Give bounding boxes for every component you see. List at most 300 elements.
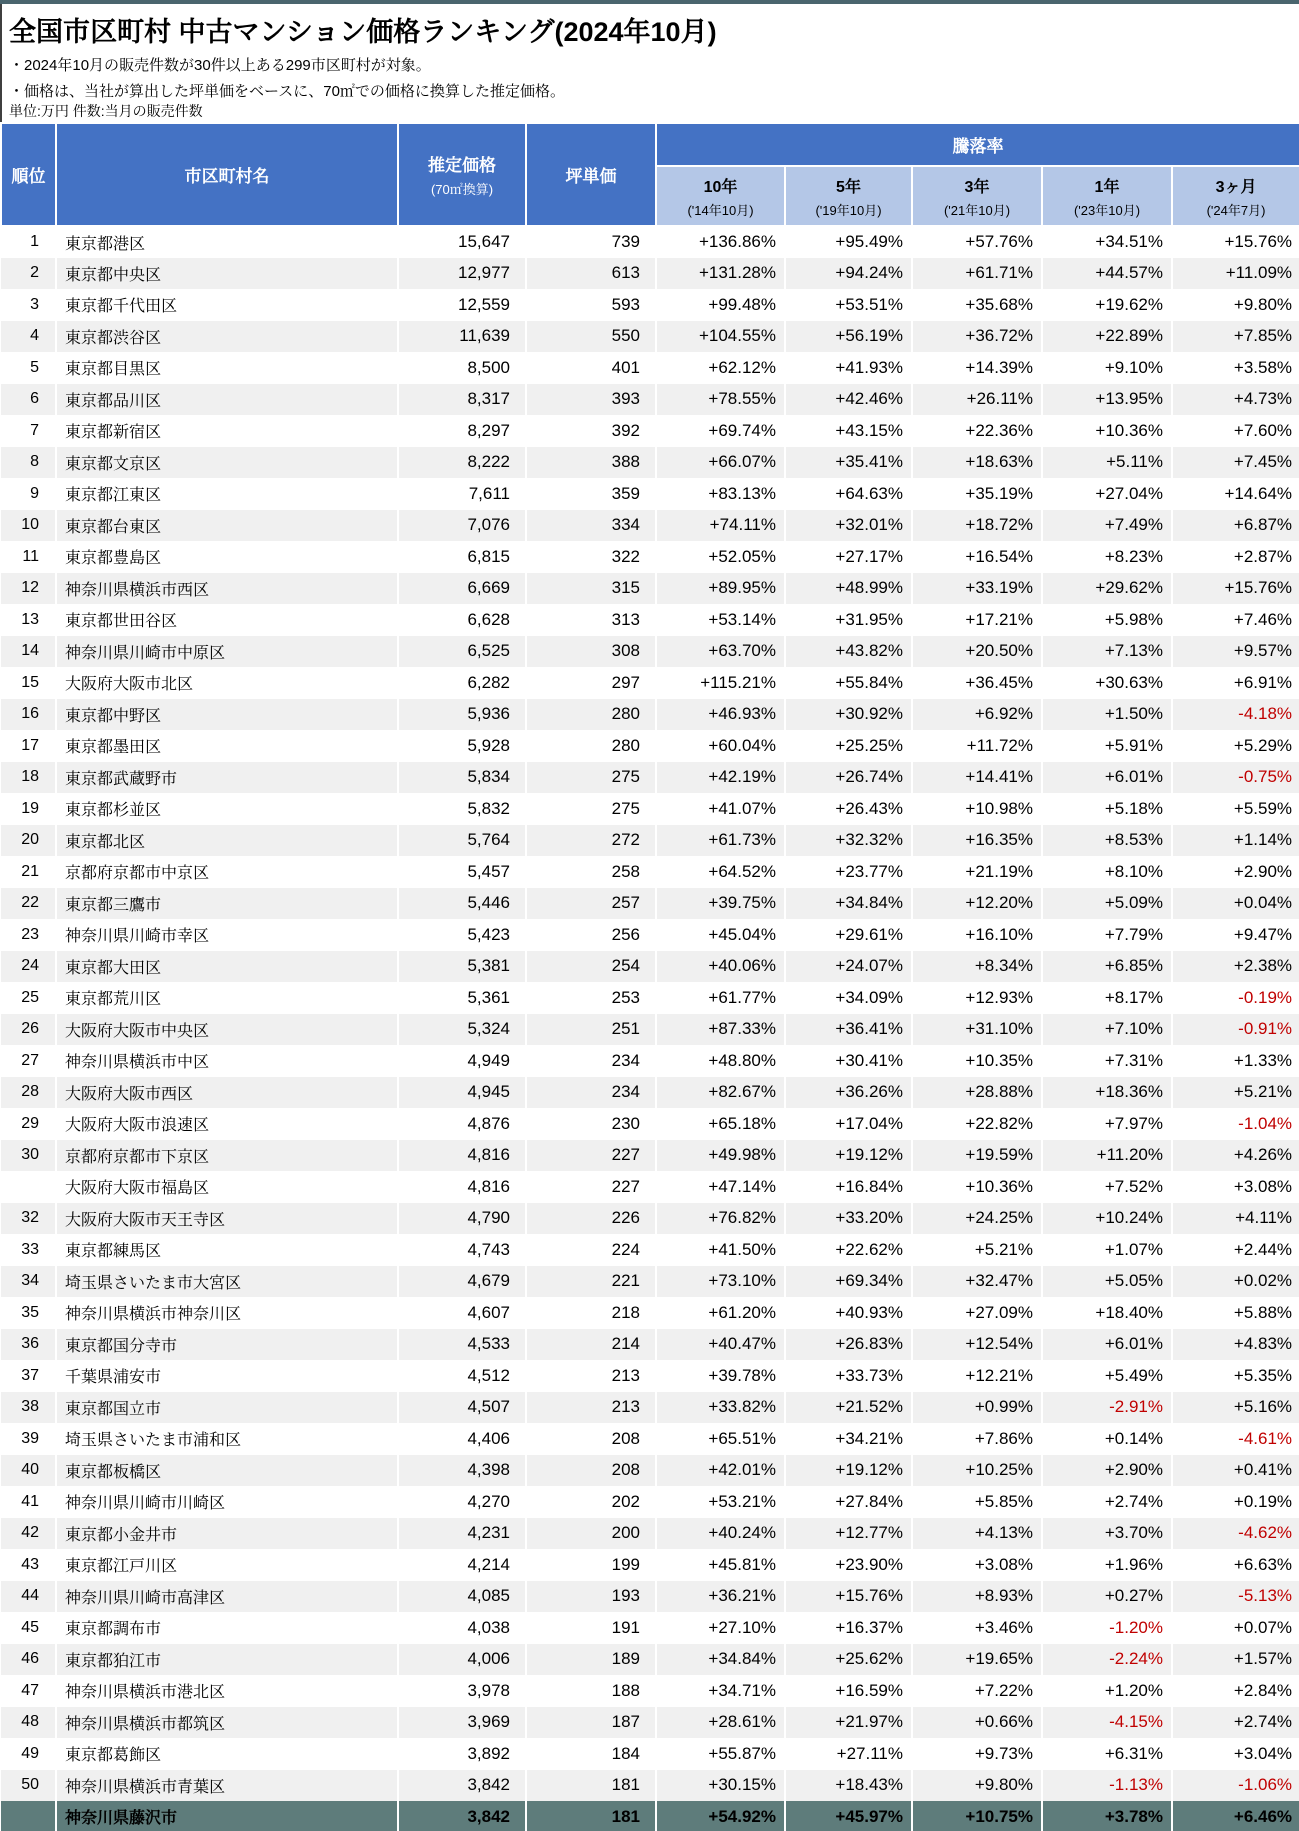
change-1y-cell[interactable]: +9.10%	[1042, 352, 1172, 384]
rank-cell[interactable]: 48	[1, 1707, 56, 1739]
change-3m-cell[interactable]: +0.19%	[1233, 1491, 1293, 1511]
change-10y-cell[interactable]: +89.95%	[656, 573, 785, 605]
change-5y-cell[interactable]: +32.32%	[785, 825, 912, 857]
change-3y-cell[interactable]: +27.09%	[912, 1297, 1042, 1329]
tsubo-price-cell[interactable]: 256	[526, 919, 656, 951]
rank-cell[interactable]: 32	[1, 1203, 56, 1235]
change-5y-cell[interactable]: +16.59%	[785, 1675, 912, 1707]
table-row[interactable]	[1, 1108, 1299, 1140]
change-1y-cell[interactable]: +8.17%	[1042, 982, 1172, 1014]
change-5y-cell[interactable]: +69.34%	[785, 1266, 912, 1298]
table-row[interactable]	[1, 825, 1299, 857]
estimated-price-cell[interactable]: 8,222	[398, 447, 526, 479]
change-3y-cell[interactable]: +7.22%	[912, 1675, 1042, 1707]
change-5y-cell[interactable]: +95.49%	[785, 226, 912, 258]
municipality-cell[interactable]: 東京都江戸川区	[56, 1549, 398, 1581]
change-3y-cell[interactable]: +5.85%	[912, 1486, 1042, 1518]
change-3m-cell[interactable]: +5.59%	[1233, 798, 1293, 818]
change-3m-cell[interactable]: +1.33%	[1233, 1050, 1293, 1070]
table-row[interactable]	[1, 384, 1299, 416]
change-5y-cell[interactable]: +16.37%	[785, 1612, 912, 1644]
change-10y-cell[interactable]: +46.93%	[656, 699, 785, 731]
change-3y-cell[interactable]: +10.36%	[912, 1171, 1042, 1203]
change-5y-cell[interactable]: +23.90%	[785, 1549, 912, 1581]
estimated-price-cell[interactable]: 4,876	[398, 1108, 526, 1140]
estimated-price-cell[interactable]: 12,977	[398, 258, 526, 290]
change-10y-cell[interactable]: +49.98%	[656, 1140, 785, 1172]
table-row[interactable]	[1, 793, 1299, 825]
change-3y-cell[interactable]: +36.45%	[912, 667, 1042, 699]
estimated-price-cell[interactable]: 3,978	[398, 1675, 526, 1707]
estimated-price-cell[interactable]: 5,361	[398, 982, 526, 1014]
change-5y-cell[interactable]: +29.61%	[785, 919, 912, 951]
tsubo-price-cell[interactable]: 208	[526, 1423, 656, 1455]
change-10y-cell[interactable]: +40.24%	[656, 1518, 785, 1550]
estimated-price-cell[interactable]: 4,533	[398, 1329, 526, 1361]
estimated-price-cell[interactable]: 6,815	[398, 541, 526, 573]
change-10y-cell[interactable]: +40.47%	[656, 1329, 785, 1361]
change-5y-cell[interactable]: +21.97%	[785, 1707, 912, 1739]
table-row[interactable]	[1, 1140, 1299, 1172]
tsubo-price-cell[interactable]: 593	[526, 289, 656, 321]
estimated-price-cell[interactable]: 6,628	[398, 604, 526, 636]
tsubo-price-cell[interactable]: 251	[526, 1014, 656, 1046]
change-5y-cell[interactable]: +35.41%	[785, 447, 912, 479]
rank-cell[interactable]: 14	[1, 636, 56, 668]
change-10y-cell[interactable]: +45.81%	[656, 1549, 785, 1581]
change-1y-cell[interactable]: +7.13%	[1042, 636, 1172, 668]
estimated-price-cell[interactable]: 4,038	[398, 1612, 526, 1644]
tsubo-price-cell[interactable]: 257	[526, 888, 656, 920]
change-10y-cell[interactable]: +34.84%	[656, 1644, 785, 1676]
change-5y-cell[interactable]: +34.84%	[785, 888, 912, 920]
change-1y-cell[interactable]: +7.79%	[1042, 919, 1172, 951]
table-row[interactable]	[1, 1077, 1299, 1109]
change-3y-cell[interactable]: +14.39%	[912, 352, 1042, 384]
change-10y-cell[interactable]: +61.77%	[656, 982, 785, 1014]
change-3m-cell[interactable]: +7.45%	[1172, 447, 1299, 479]
change-3y-cell[interactable]: +33.19%	[912, 573, 1042, 605]
tsubo-price-cell[interactable]: 181	[526, 1801, 656, 1831]
change-3m-cell[interactable]: +7.60%	[1233, 420, 1293, 440]
estimated-price-cell[interactable]: 5,834	[398, 762, 526, 794]
municipality-cell[interactable]: 神奈川県川崎市川崎区	[56, 1486, 398, 1518]
change-3m-cell[interactable]: +5.16%	[1172, 1392, 1299, 1424]
change-3y-cell[interactable]: +24.25%	[912, 1203, 1042, 1235]
tsubo-price-cell[interactable]: 322	[526, 541, 656, 573]
rank-cell[interactable]: 38	[1, 1392, 56, 1424]
change-1y-cell[interactable]: +7.31%	[1042, 1045, 1172, 1077]
change-10y-cell[interactable]: +99.48%	[656, 289, 785, 321]
change-1y-cell[interactable]: +1.96%	[1042, 1549, 1172, 1581]
change-5y-cell[interactable]: +36.26%	[785, 1077, 912, 1109]
estimated-price-cell[interactable]: 7,611	[398, 478, 526, 510]
estimated-price-cell[interactable]: 11,639	[398, 321, 526, 353]
tsubo-price-cell[interactable]: 359	[526, 478, 656, 510]
change-1y-cell[interactable]: +8.23%	[1042, 541, 1172, 573]
table-row[interactable]	[1, 1297, 1299, 1329]
change-10y-cell[interactable]: +73.10%	[656, 1266, 785, 1298]
tsubo-price-cell[interactable]: 401	[526, 352, 656, 384]
change-3m-cell[interactable]: +2.84%	[1233, 1680, 1293, 1700]
rank-cell[interactable]: 6	[1, 384, 56, 416]
municipality-cell[interactable]: 神奈川県横浜市都筑区	[56, 1707, 398, 1739]
change-10y-cell[interactable]: +39.75%	[656, 888, 785, 920]
change-3y-cell[interactable]: +14.41%	[912, 762, 1042, 794]
municipality-cell[interactable]: 神奈川県横浜市港北区	[56, 1675, 398, 1707]
rank-cell[interactable]: 43	[1, 1549, 56, 1581]
change-5y-cell[interactable]: +19.12%	[785, 1455, 912, 1487]
table-row[interactable]	[1, 888, 1299, 920]
change-1y-cell[interactable]: +2.90%	[1042, 1455, 1172, 1487]
rank-cell[interactable]: 35	[1, 1297, 56, 1329]
change-5y-cell[interactable]: +22.62%	[785, 1234, 912, 1266]
change-1y-cell[interactable]: +10.24%	[1042, 1203, 1172, 1235]
rank-cell[interactable]: 41	[1, 1486, 56, 1518]
rank-cell[interactable]: 42	[1, 1518, 56, 1550]
change-3y-cell[interactable]: +10.35%	[912, 1045, 1042, 1077]
municipality-cell[interactable]: 神奈川県川崎市幸区	[56, 919, 398, 951]
change-3m-cell[interactable]: +2.90%	[1233, 861, 1293, 881]
change-3m-cell[interactable]: -0.75%	[1172, 762, 1299, 794]
rank-cell[interactable]: 34	[1, 1266, 56, 1298]
change-5y-cell[interactable]: +12.77%	[785, 1518, 912, 1550]
change-1y-cell[interactable]: +5.11%	[1042, 447, 1172, 479]
tsubo-price-cell[interactable]: 253	[526, 982, 656, 1014]
rank-cell[interactable]: 29	[1, 1108, 56, 1140]
rank-cell[interactable]: 10	[1, 510, 56, 542]
estimated-price-cell[interactable]: 8,317	[398, 384, 526, 416]
estimated-price-cell[interactable]: 4,231	[398, 1518, 526, 1550]
municipality-cell[interactable]: 東京都小金井市	[56, 1518, 398, 1550]
change-3y-cell[interactable]: +22.82%	[912, 1108, 1042, 1140]
change-3m-cell[interactable]: +2.44%	[1233, 1239, 1293, 1259]
table-row[interactable]	[1, 636, 1299, 668]
rank-cell[interactable]: 2	[1, 258, 56, 290]
change-3m-cell[interactable]: +0.02%	[1172, 1266, 1299, 1298]
estimated-price-cell[interactable]: 5,764	[398, 825, 526, 857]
change-3y-cell[interactable]: +9.73%	[912, 1738, 1042, 1770]
municipality-cell[interactable]: 大阪府大阪市浪速区	[56, 1108, 398, 1140]
estimated-price-cell[interactable]: 3,892	[398, 1738, 526, 1770]
municipality-cell[interactable]: 埼玉県さいたま市浦和区	[56, 1423, 398, 1455]
change-3y-cell[interactable]: +36.72%	[912, 321, 1042, 353]
table-row[interactable]	[1, 982, 1299, 1014]
municipality-cell[interactable]: 神奈川県川崎市高津区	[56, 1581, 398, 1613]
highlighted-table-row[interactable]	[1, 1801, 1299, 1831]
change-1y-cell[interactable]: +6.31%	[1042, 1738, 1172, 1770]
rank-cell[interactable]: 39	[1, 1423, 56, 1455]
rank-cell[interactable]: 21	[1, 856, 56, 888]
municipality-cell[interactable]: 東京都港区	[56, 226, 398, 258]
tsubo-price-cell[interactable]: 334	[526, 510, 656, 542]
tsubo-price-cell[interactable]: 258	[526, 856, 656, 888]
tsubo-price-cell[interactable]: 613	[526, 258, 656, 290]
municipality-cell[interactable]: 大阪府大阪市西区	[56, 1077, 398, 1109]
tsubo-price-cell[interactable]: 200	[526, 1518, 656, 1550]
change-10y-cell[interactable]: +136.86%	[656, 226, 785, 258]
change-3m-cell[interactable]: +9.57%	[1172, 636, 1299, 668]
change-10y-cell[interactable]: +65.51%	[656, 1423, 785, 1455]
tsubo-price-cell[interactable]: 213	[526, 1360, 656, 1392]
change-3m-cell[interactable]: -0.19%	[1238, 987, 1293, 1007]
tsubo-price-cell[interactable]: 221	[526, 1266, 656, 1298]
change-5y-cell[interactable]: +18.43%	[785, 1770, 912, 1802]
change-3m-cell[interactable]: +5.29%	[1233, 735, 1293, 755]
change-10y-cell[interactable]: +76.82%	[656, 1203, 785, 1235]
change-1y-cell[interactable]: +7.52%	[1042, 1171, 1172, 1203]
change-5y-cell[interactable]: +55.84%	[785, 667, 912, 699]
municipality-cell[interactable]: 東京都板橋区	[56, 1455, 398, 1487]
municipality-cell[interactable]: 神奈川県横浜市西区	[56, 573, 398, 605]
change-10y-cell[interactable]: +104.55%	[656, 321, 785, 353]
change-1y-cell[interactable]: +19.62%	[1042, 289, 1172, 321]
change-10y-cell[interactable]: +28.61%	[656, 1707, 785, 1739]
table-row[interactable]	[1, 1266, 1299, 1298]
change-10y-cell[interactable]: +52.05%	[656, 541, 785, 573]
change-1y-cell[interactable]: -2.24%	[1042, 1644, 1172, 1676]
change-3y-cell[interactable]: +10.98%	[912, 793, 1042, 825]
municipality-cell[interactable]: 東京都北区	[56, 825, 398, 857]
change-10y-cell[interactable]: +131.28%	[656, 258, 785, 290]
table-row[interactable]	[1, 1423, 1299, 1455]
change-1y-cell[interactable]: +29.62%	[1042, 573, 1172, 605]
change-1y-cell[interactable]: +5.91%	[1042, 730, 1172, 762]
change-5y-cell[interactable]: +30.92%	[785, 699, 912, 731]
table-row[interactable]	[1, 1171, 1299, 1203]
rank-cell[interactable]: 27	[1, 1045, 56, 1077]
rank-cell[interactable]: 13	[1, 604, 56, 636]
municipality-cell[interactable]: 東京都文京区	[56, 447, 398, 479]
change-5y-cell[interactable]: +94.24%	[785, 258, 912, 290]
tsubo-price-cell[interactable]: 208	[526, 1455, 656, 1487]
estimated-price-cell[interactable]: 4,743	[398, 1234, 526, 1266]
change-10y-cell[interactable]: +41.50%	[656, 1234, 785, 1266]
estimated-price-cell[interactable]: 4,507	[398, 1392, 526, 1424]
tsubo-price-cell[interactable]: 234	[526, 1045, 656, 1077]
rank-cell[interactable]: 5	[1, 352, 56, 384]
municipality-cell[interactable]: 東京都荒川区	[56, 982, 398, 1014]
change-3m-cell[interactable]: -0.91%	[1172, 1014, 1299, 1046]
change-10y-cell[interactable]: +30.15%	[656, 1770, 785, 1802]
change-10y-cell[interactable]: +53.21%	[656, 1486, 785, 1518]
tsubo-price-cell[interactable]: 392	[526, 415, 656, 447]
change-3m-cell[interactable]: -1.06%	[1172, 1770, 1299, 1802]
municipality-cell[interactable]: 東京都国分寺市	[56, 1329, 398, 1361]
estimated-price-cell[interactable]: 5,324	[398, 1014, 526, 1046]
tsubo-price-cell[interactable]: 275	[526, 793, 656, 825]
change-1y-cell[interactable]: +18.36%	[1042, 1077, 1172, 1109]
table-row[interactable]	[1, 226, 1299, 258]
estimated-price-cell[interactable]: 8,297	[398, 415, 526, 447]
rank-cell[interactable]: 37	[1, 1360, 56, 1392]
municipality-cell[interactable]: 神奈川県川崎市中原区	[56, 636, 398, 668]
tsubo-price-cell[interactable]: 393	[526, 384, 656, 416]
table-row[interactable]	[1, 1707, 1299, 1739]
change-3y-cell[interactable]: +32.47%	[912, 1266, 1042, 1298]
change-10y-cell[interactable]: +36.21%	[656, 1581, 785, 1613]
change-3y-cell[interactable]: +21.19%	[912, 856, 1042, 888]
change-3y-cell[interactable]: +4.13%	[912, 1518, 1042, 1550]
municipality-cell[interactable]: 東京都江東区	[56, 478, 398, 510]
change-1y-cell[interactable]: +1.50%	[1042, 699, 1172, 731]
rank-cell[interactable]: 36	[1, 1329, 56, 1361]
change-5y-cell[interactable]: +33.73%	[785, 1360, 912, 1392]
table-row[interactable]	[1, 510, 1299, 542]
change-10y-cell[interactable]: +42.01%	[656, 1455, 785, 1487]
change-3m-cell[interactable]: +0.07%	[1233, 1617, 1293, 1637]
rank-cell[interactable]: 33	[1, 1234, 56, 1266]
change-10y-cell[interactable]: +45.04%	[656, 919, 785, 951]
rank-cell[interactable]: 15	[1, 667, 56, 699]
change-3m-cell[interactable]: +4.73%	[1172, 384, 1299, 416]
table-row[interactable]	[1, 1360, 1299, 1392]
change-3y-cell[interactable]: +19.59%	[912, 1140, 1042, 1172]
change-3m-cell[interactable]: +4.11%	[1172, 1203, 1299, 1235]
change-10y-cell[interactable]: +115.21%	[656, 667, 785, 699]
rank-cell[interactable]: 22	[1, 888, 56, 920]
estimated-price-cell[interactable]: 7,076	[398, 510, 526, 542]
change-10y-cell[interactable]: +65.18%	[656, 1108, 785, 1140]
tsubo-price-cell[interactable]: 275	[526, 762, 656, 794]
tsubo-price-cell[interactable]: 184	[526, 1738, 656, 1770]
change-3y-cell[interactable]: +26.11%	[912, 384, 1042, 416]
table-row[interactable]	[1, 1770, 1299, 1802]
rank-cell[interactable]: 28	[1, 1077, 56, 1109]
municipality-cell[interactable]: 東京都大田区	[56, 951, 398, 983]
change-5y-cell[interactable]: +26.83%	[785, 1329, 912, 1361]
change-1y-cell[interactable]: +5.18%	[1042, 793, 1172, 825]
municipality-cell[interactable]: 東京都千代田区	[56, 289, 398, 321]
tsubo-price-cell[interactable]: 202	[526, 1486, 656, 1518]
change-5y-cell[interactable]: +26.43%	[785, 793, 912, 825]
tsubo-price-cell[interactable]: 313	[526, 604, 656, 636]
estimated-price-cell[interactable]: 15,647	[398, 226, 526, 258]
change-1y-cell[interactable]: +6.85%	[1042, 951, 1172, 983]
change-1y-cell[interactable]: -4.15%	[1042, 1707, 1172, 1739]
change-3m-cell[interactable]: +3.04%	[1233, 1743, 1293, 1763]
change-1y-cell[interactable]: -1.13%	[1042, 1770, 1172, 1802]
change-3m-cell[interactable]: -4.61%	[1238, 1428, 1293, 1448]
change-5y-cell[interactable]: +16.84%	[785, 1171, 912, 1203]
change-1y-cell[interactable]: +7.10%	[1042, 1014, 1172, 1046]
change-3m-cell[interactable]: -4.62%	[1172, 1518, 1299, 1550]
change-5y-cell[interactable]: +56.19%	[785, 321, 912, 353]
change-3y-cell[interactable]: +6.92%	[912, 699, 1042, 731]
rank-cell[interactable]: 20	[1, 825, 56, 857]
change-10y-cell[interactable]: +48.80%	[656, 1045, 785, 1077]
change-3m-cell[interactable]: +6.87%	[1172, 510, 1299, 542]
rank-cell[interactable]: 49	[1, 1738, 56, 1770]
change-1y-cell[interactable]: +8.10%	[1042, 856, 1172, 888]
table-row[interactable]	[1, 856, 1299, 888]
change-3y-cell[interactable]: +19.65%	[912, 1644, 1042, 1676]
table-row[interactable]	[1, 352, 1299, 384]
change-10y-cell[interactable]: +78.55%	[656, 384, 785, 416]
change-1y-cell[interactable]: +5.49%	[1042, 1360, 1172, 1392]
rank-cell[interactable]	[1, 1801, 56, 1831]
municipality-cell[interactable]: 東京都目黒区	[56, 352, 398, 384]
table-row[interactable]	[1, 730, 1299, 762]
change-10y-cell[interactable]: +34.71%	[656, 1675, 785, 1707]
municipality-cell[interactable]: 東京都中央区	[56, 258, 398, 290]
rank-cell[interactable]: 50	[1, 1770, 56, 1802]
change-3y-cell[interactable]: +20.50%	[912, 636, 1042, 668]
change-10y-cell[interactable]: +62.12%	[656, 352, 785, 384]
table-row[interactable]	[1, 1675, 1299, 1707]
change-3y-cell[interactable]: +0.99%	[912, 1392, 1042, 1424]
table-row[interactable]	[1, 1329, 1299, 1361]
change-1y-cell[interactable]: +5.98%	[1042, 604, 1172, 636]
estimated-price-cell[interactable]: 3,842	[398, 1801, 526, 1831]
change-3y-cell[interactable]: +16.10%	[912, 919, 1042, 951]
change-5y-cell[interactable]: +41.93%	[785, 352, 912, 384]
estimated-price-cell[interactable]: 4,816	[398, 1171, 526, 1203]
change-5y-cell[interactable]: +17.04%	[785, 1108, 912, 1140]
estimated-price-cell[interactable]: 4,679	[398, 1266, 526, 1298]
change-5y-cell[interactable]: +27.17%	[785, 541, 912, 573]
estimated-price-cell[interactable]: 8,500	[398, 352, 526, 384]
change-10y-cell[interactable]: +39.78%	[656, 1360, 785, 1392]
change-5y-cell[interactable]: +34.09%	[785, 982, 912, 1014]
municipality-cell[interactable]: 大阪府大阪市北区	[56, 667, 398, 699]
municipality-cell[interactable]: 東京都墨田区	[56, 730, 398, 762]
change-3y-cell[interactable]: +16.35%	[912, 825, 1042, 857]
change-3y-cell[interactable]: +57.76%	[912, 226, 1042, 258]
change-3m-cell[interactable]: +15.76%	[1224, 232, 1293, 252]
rank-cell[interactable]: 46	[1, 1644, 56, 1676]
tsubo-price-cell[interactable]: 189	[526, 1644, 656, 1676]
tsubo-price-cell[interactable]: 272	[526, 825, 656, 857]
tsubo-price-cell[interactable]: 308	[526, 636, 656, 668]
rank-cell[interactable]: 45	[1, 1612, 56, 1644]
municipality-cell[interactable]: 東京都三鷹市	[56, 888, 398, 920]
tsubo-price-cell[interactable]: 234	[526, 1077, 656, 1109]
change-10y-cell[interactable]: +64.52%	[656, 856, 785, 888]
municipality-cell[interactable]: 埼玉県さいたま市大宮区	[56, 1266, 398, 1298]
change-3m-cell[interactable]: -1.04%	[1238, 1113, 1293, 1133]
change-10y-cell[interactable]: +61.20%	[656, 1297, 785, 1329]
change-3y-cell[interactable]: +7.86%	[912, 1423, 1042, 1455]
change-3m-cell[interactable]: +0.04%	[1172, 888, 1299, 920]
change-1y-cell[interactable]: -2.91%	[1042, 1392, 1172, 1424]
municipality-cell[interactable]: 京都府京都市中京区	[56, 856, 398, 888]
change-1y-cell[interactable]: +18.40%	[1042, 1297, 1172, 1329]
tsubo-price-cell[interactable]: 191	[526, 1612, 656, 1644]
estimated-price-cell[interactable]: 3,969	[398, 1707, 526, 1739]
table-row[interactable]	[1, 699, 1299, 731]
rank-cell[interactable]: 40	[1, 1455, 56, 1487]
tsubo-price-cell[interactable]: 739	[526, 226, 656, 258]
change-10y-cell[interactable]: +63.70%	[656, 636, 785, 668]
municipality-cell[interactable]: 東京都練馬区	[56, 1234, 398, 1266]
change-10y-cell[interactable]: +55.87%	[656, 1738, 785, 1770]
estimated-price-cell[interactable]: 4,398	[398, 1455, 526, 1487]
municipality-cell[interactable]: 東京都武蔵野市	[56, 762, 398, 794]
change-1y-cell[interactable]: +30.63%	[1042, 667, 1172, 699]
table-row[interactable]	[1, 1486, 1299, 1518]
rank-cell[interactable]: 16	[1, 699, 56, 731]
change-5y-cell[interactable]: +45.97%	[785, 1801, 912, 1831]
change-5y-cell[interactable]: +27.11%	[785, 1738, 912, 1770]
change-3m-cell[interactable]: +9.47%	[1233, 924, 1293, 944]
municipality-cell[interactable]: 東京都新宿区	[56, 415, 398, 447]
change-3y-cell[interactable]: +8.93%	[912, 1581, 1042, 1613]
rank-cell[interactable]: 24	[1, 951, 56, 983]
rank-cell[interactable]: 3	[1, 289, 56, 321]
tsubo-price-cell[interactable]: 254	[526, 951, 656, 983]
tsubo-price-cell[interactable]: 227	[526, 1171, 656, 1203]
